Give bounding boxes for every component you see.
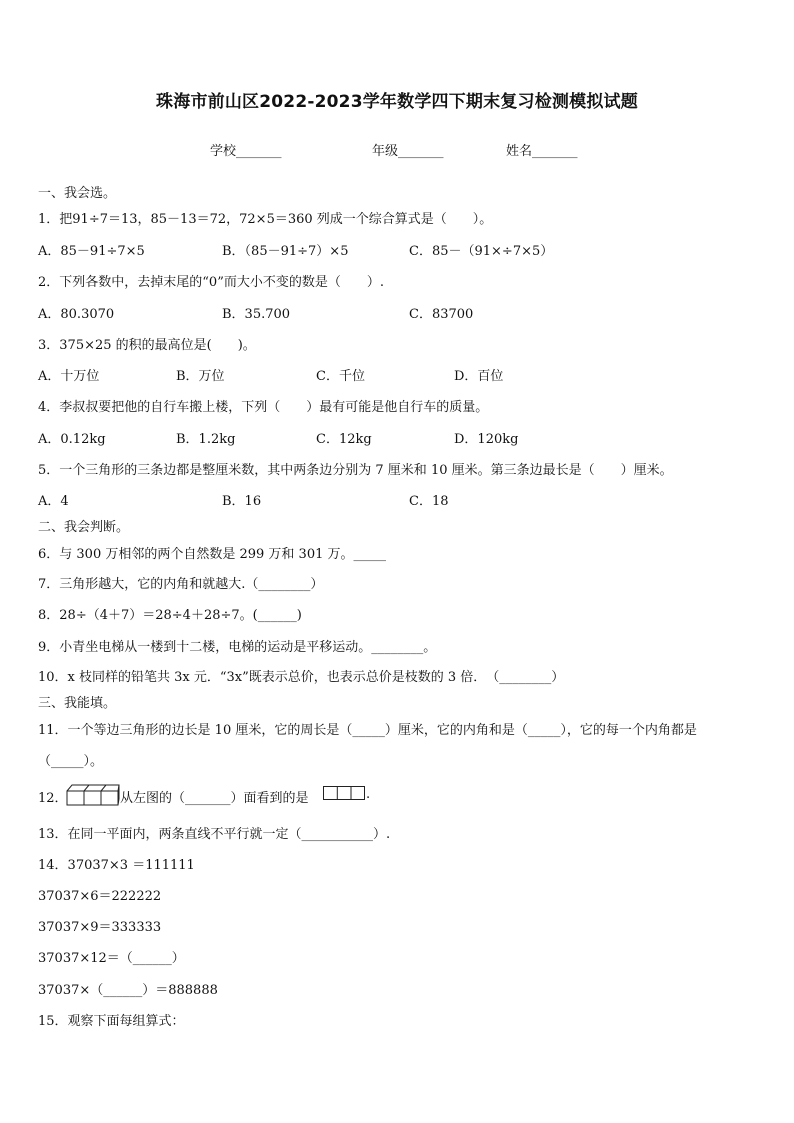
q1-option-a: A．85－91÷7×5 xyxy=(38,244,145,259)
student-info xyxy=(0,140,794,160)
question-10: 10．x 枝同样的铅笔共 3x 元．“3x”既表示总价，也表示总价是枝数的 3 倍． （________） xyxy=(38,670,565,685)
q2-option-c: C．83700 xyxy=(409,307,474,322)
section-fill: 三、我能填。 xyxy=(38,696,117,711)
q4-option-a: A．0.12kg xyxy=(38,432,106,447)
q1-option-b: B．（85－91÷7）×5 xyxy=(222,244,349,259)
question-4: 4．李叔叔要把他的自行车搬上楼，下列（ ）最有可能是他自行车的质量。 xyxy=(38,400,489,415)
section-choice: 一、我会选。 xyxy=(38,186,117,201)
question-1: 1．把91÷7＝13，85－13＝72，72×5＝360 列成一个综合算式是（ ）。 xyxy=(38,212,493,227)
question-6: 6．与 300 万相邻的两个自然数是 299 万和 301 万。_____ xyxy=(38,547,387,562)
question-14-line-1: 14．37037×3 ＝111111 xyxy=(38,858,195,873)
question-14-line-4: 37037×12＝（______） xyxy=(38,951,185,966)
question-2: 2．下列各数中，去掉末尾的“0”而大小不变的数是（ ）. xyxy=(38,275,384,290)
q3-option-c: C．千位 xyxy=(316,369,365,384)
q3-option-a: A．十万位 xyxy=(38,369,100,384)
name-field: 姓名_______ xyxy=(506,144,578,159)
page-title: 珠海市前山区2022-2023学年数学四下期末复习检测模拟试题 xyxy=(156,92,638,112)
q4-option-d: D．120kg xyxy=(454,432,519,447)
q5-option-c: C．18 xyxy=(409,494,449,509)
question-15: 15．观察下面每组算式： xyxy=(38,1014,185,1029)
question-11: 11．一个等边三角形的边长是 10 厘米，它的周长是（_____）厘米，它的内角和是（_____），它的每一个内角都是 xyxy=(38,723,697,738)
question-11-cont: （_____）。 xyxy=(38,754,104,769)
school-field: 学校_______ xyxy=(210,144,282,159)
q1-option-c: C．85－（91×÷7×5） xyxy=(409,244,554,259)
q3-option-d: D．百位 xyxy=(454,369,504,384)
question-12-text: 从左图的（_______）面看到的是 xyxy=(120,791,309,806)
question-14-line-5: 37037×（______）＝888888 xyxy=(38,983,218,998)
question-7: 7．三角形越大，它的内角和就越大.（________） xyxy=(38,577,324,592)
question-9: 9．小青坐电梯从一楼到十二楼，电梯的运动是平移运动。________。 xyxy=(38,640,437,655)
q4-option-b: B．1.2kg xyxy=(176,432,236,447)
section-judge: 二、我会判断。 xyxy=(38,520,130,535)
question-3: 3．375×25 的积的最高位是( )。 xyxy=(38,338,256,353)
cube-figure-icon xyxy=(66,784,120,806)
q5-option-b: B．16 xyxy=(222,494,262,509)
question-14-line-2: 37037×6＝222222 xyxy=(38,889,162,904)
q3-option-b: B．万位 xyxy=(176,369,225,384)
question-5: 5．一个三角形的三条边都是整厘米数，其中两条边分别为 7 厘米和 10 厘米。第三条边最长是（ ）厘米。 xyxy=(38,463,673,478)
q4-option-c: C．12kg xyxy=(316,432,372,447)
front-view-icon xyxy=(323,786,365,800)
question-12-number: 12． xyxy=(38,791,68,806)
question-14-line-3: 37037×9＝333333 xyxy=(38,920,162,935)
question-12-end: . xyxy=(366,787,371,802)
q5-option-a: A．4 xyxy=(38,494,69,509)
grade-field: 年级_______ xyxy=(372,144,444,159)
question-13: 13．在同一平面内，两条直线不平行就一定（___________）. xyxy=(38,827,391,842)
question-8: 8．28÷（4＋7）＝28÷4＋28÷7。(______) xyxy=(38,608,302,623)
q2-option-b: B．35.700 xyxy=(222,307,291,322)
q2-option-a: A．80.3070 xyxy=(38,307,115,322)
